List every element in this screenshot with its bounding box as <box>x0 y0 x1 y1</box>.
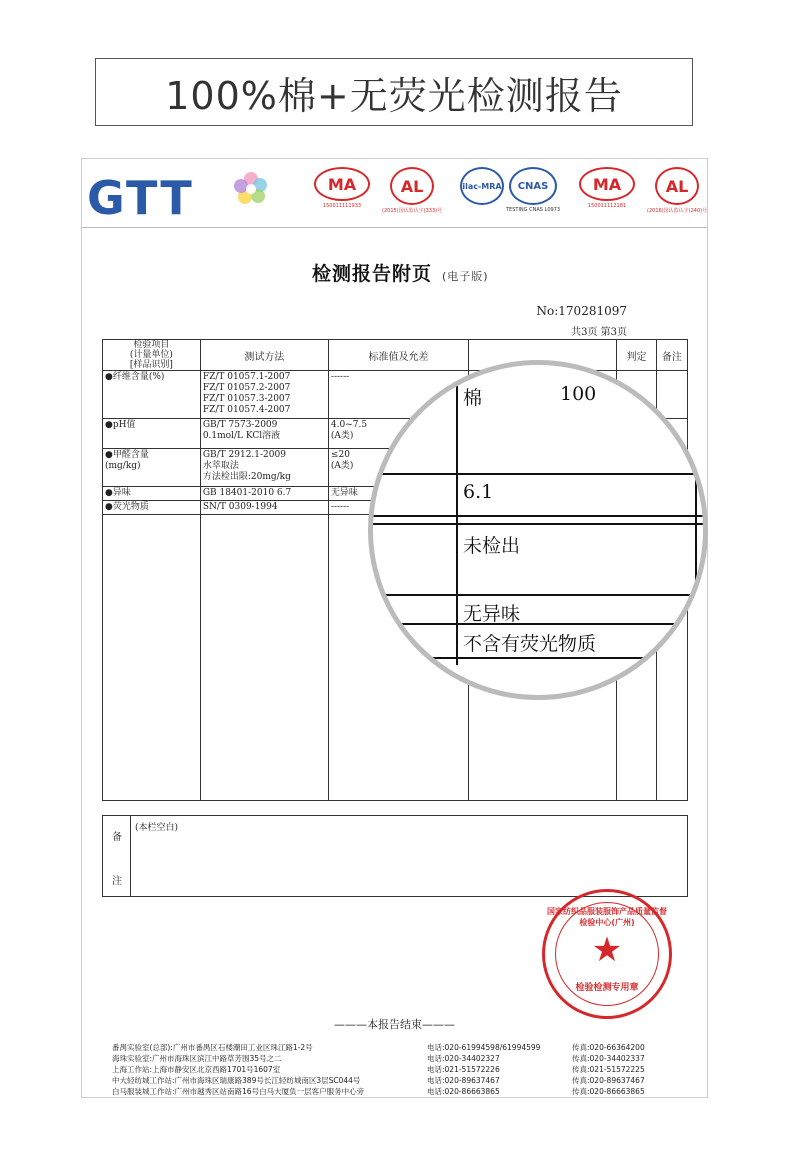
col-header-method: 测试方法 <box>200 340 328 371</box>
cert-number: 150011112181 <box>587 203 627 209</box>
cnas-cert <box>506 167 560 213</box>
cma-cert-1 <box>314 167 370 209</box>
row-method: SN/T 0309-1994 <box>200 501 328 515</box>
col-header-standard: 标准值及允差 <box>328 340 468 371</box>
row-item: ●甲醛含量 (mg/kg) <box>103 449 201 487</box>
row-method: GB/T 7573-2009 0.1mol/L KCl溶液 <box>200 419 328 449</box>
magnified-ph-value: 6.1 <box>463 481 494 503</box>
cert-number: (2015)国认监认字(333)号 <box>382 208 443 214</box>
cert-number: TESTING CNAS L0973 <box>506 207 561 213</box>
magnifier-lens <box>368 360 708 700</box>
cal-cert-2 <box>647 167 707 214</box>
contact-address: 海珠实验室:广州市海珠区滨江中路草芳围35号之二 <box>112 1054 282 1063</box>
remark-label-char: 注 <box>112 876 122 887</box>
contact-row <box>112 1042 702 1053</box>
contact-tel: 电话:020-61994598/61994599 <box>427 1043 541 1052</box>
row-method: GB 18401-2010 6.7 <box>200 487 328 501</box>
document-subtitle: (电子版) <box>442 270 489 283</box>
magnified-fiber-value: 100 <box>560 383 597 405</box>
row-item: ●荧光物质 <box>103 501 201 515</box>
remark-label <box>103 816 131 896</box>
col-header-item: 检验项目 (计量单位) [样品识别] <box>103 340 201 371</box>
contact-fax: 传真:020-89637467 <box>572 1076 645 1085</box>
cma-badge-icon: MA <box>314 167 370 201</box>
row-item: ●pH值 <box>103 419 201 449</box>
cnas-badge-icon: CNAS <box>509 167 557 205</box>
document-title-text: 检测报告附页 <box>312 263 433 285</box>
report-number: No:170281097 <box>536 304 627 318</box>
official-seal <box>542 889 672 1019</box>
cert-number: 150011111933 <box>322 203 362 209</box>
remark-label-char: 备 <box>112 832 122 843</box>
contact-list <box>112 1042 702 1097</box>
contact-fax: 传真:020-66364200 <box>572 1043 645 1052</box>
contact-row <box>112 1064 702 1075</box>
contact-tel: 电话:020-34402327 <box>427 1054 500 1063</box>
table-header-row <box>103 340 688 371</box>
star-icon: ★ <box>591 930 623 970</box>
col-header-judgement: 判定 <box>617 340 656 371</box>
ilac-cert <box>460 167 504 205</box>
contact-row <box>112 1086 702 1097</box>
magnified-fiber-name: 棉 <box>463 387 483 409</box>
magnified-formaldehyde-value: 未检出 <box>463 535 521 557</box>
col-header-remark: 备注 <box>656 340 687 371</box>
header-divider <box>82 227 707 228</box>
remark-text: (本栏空白) <box>135 823 179 833</box>
remark-section <box>102 815 688 897</box>
row-method: GB/T 2912.1-2009 水萃取法 方法检出限:20mg/kg <box>200 449 328 487</box>
magnified-odor-value: 无异味 <box>463 603 521 625</box>
banner-title: 100%棉+无荧光检测报告 <box>95 58 693 126</box>
contact-tel: 电话:021-51572226 <box>427 1065 500 1074</box>
row-item: ●异味 <box>103 487 201 501</box>
contact-address: 中大轻纺城工作站:广州市海珠区瑞康路389号长江轻纺城南区3层SC044号 <box>112 1076 361 1085</box>
seal-top-text: 国家纺织品服装服饰产品质量监督检验中心(广州) <box>547 907 667 927</box>
row-standard: ≤20 (A类) <box>328 449 468 487</box>
cal-badge-icon: AL <box>390 167 434 205</box>
contact-fax: 传真:020-86663865 <box>572 1087 645 1096</box>
flower-logo-icon <box>231 169 271 209</box>
cma-cert-2 <box>579 167 635 209</box>
contact-row <box>112 1075 702 1086</box>
cal-badge-icon: AL <box>655 167 699 205</box>
cert-number: (2016)国认监认字(240)号 <box>647 208 708 214</box>
magnified-fluorescent-value: 不含有荧光物质 <box>463 633 597 655</box>
contact-fax: 传真:021-51572225 <box>572 1065 645 1074</box>
page-count: 共3页 第3页 <box>571 327 627 338</box>
contact-address: 白马服装城工作站:广州市越秀区站南路16号白马大厦负一层客户服务中心旁 <box>112 1087 365 1096</box>
contact-tel: 电话:020-86663865 <box>427 1087 500 1096</box>
row-standard: 4.0~7.5 (A类) <box>328 419 468 449</box>
gtt-logo: GTT <box>87 171 194 225</box>
contact-fax: 传真:020-34402337 <box>572 1054 645 1063</box>
row-standard: 无异味 <box>328 487 468 501</box>
contact-address: 上海工作站:上海市静安区北京西路1701号1607室 <box>112 1065 281 1074</box>
cal-cert-1 <box>382 167 442 214</box>
ilac-badge-icon: ilac-MRA <box>460 167 504 205</box>
row-standard: ------ <box>328 371 468 419</box>
row-standard: ------ <box>328 501 468 515</box>
row-method: FZ/T 01057.1-2007 FZ/T 01057.2-2007 FZ/T 01057.3-2007 FZ/T 01057.4-2007 <box>200 371 328 419</box>
document-title <box>312 259 489 286</box>
report-end-text: ———本报告结束——— <box>334 1018 455 1031</box>
seal-bottom-text: 检验检测专用章 <box>575 983 639 993</box>
row-item: ●纤维含量(%) <box>103 371 201 419</box>
contact-tel: 电话:020-89637467 <box>427 1076 500 1085</box>
cma-badge-icon: MA <box>579 167 635 201</box>
contact-address: 番禺实验室(总部):广州市番禺区石楼潮田工业区珠江路1-2号 <box>112 1043 313 1052</box>
contact-row <box>112 1053 702 1064</box>
